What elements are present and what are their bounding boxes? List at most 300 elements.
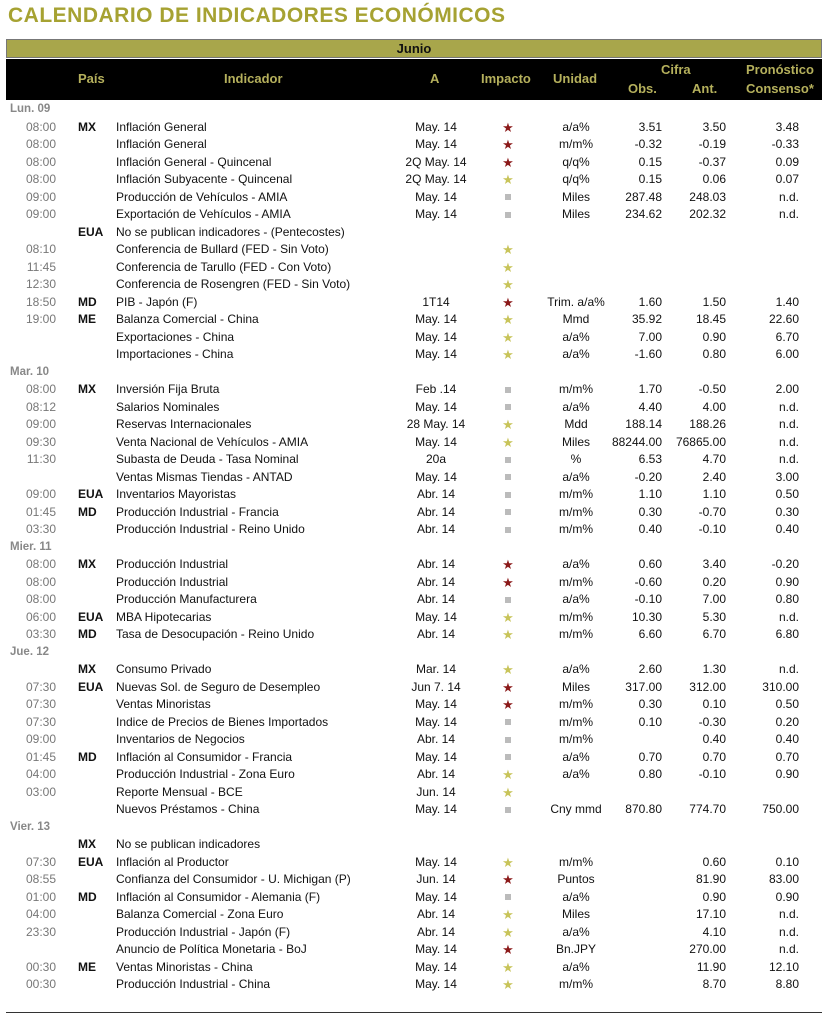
cell-unit: a/a% <box>562 592 590 606</box>
table-row <box>6 311 822 329</box>
day-label: Vier. 13 <box>10 820 51 833</box>
square-icon <box>505 194 511 200</box>
cell-period: 2Q May. 14 <box>405 172 467 186</box>
header-a: A <box>430 71 440 86</box>
cell-observed: 0.30 <box>638 697 662 711</box>
cell-period: Jun. 14 <box>416 872 456 886</box>
cell-country: MX <box>78 382 96 396</box>
cell-period: 20a <box>425 452 447 466</box>
cell-time: 08:00 <box>25 592 56 606</box>
cell-time: 09:00 <box>25 732 56 746</box>
cell-consensus: 0.80 <box>775 592 799 606</box>
cell-consensus: n.d. <box>778 662 799 676</box>
table-row <box>6 504 822 522</box>
cell-unit: a/a% <box>562 119 590 134</box>
cell-indicator: Subasta de Deuda - Tasa Nominal <box>116 452 299 466</box>
cell-country: MD <box>78 627 97 641</box>
cell-consensus: 83.00 <box>768 872 799 886</box>
cell-period: Abr. 14 <box>416 732 456 746</box>
cell-time: 08:00 <box>25 119 56 134</box>
cell-indicator: Indice de Precios de Bienes Importados <box>116 714 329 729</box>
table-row <box>6 626 822 644</box>
impact-star-icon: ★ <box>502 347 514 362</box>
square-icon <box>505 457 511 463</box>
table-row <box>6 714 822 732</box>
impact-square-icon <box>478 451 538 469</box>
cell-period: May. 14 <box>415 977 457 991</box>
header-impacto: Impacto <box>481 71 531 86</box>
day-label: Lun. 09 <box>10 103 51 115</box>
cell-indicator: Exportaciones - China <box>116 329 235 344</box>
cell-previous: 0.40 <box>702 732 726 746</box>
impact-star-icon: ★ <box>502 137 514 152</box>
cell-country: MX <box>78 837 96 851</box>
cell-consensus: n.d. <box>778 417 799 431</box>
day-label: Jue. 12 <box>10 645 49 658</box>
cell-period: Abr. 14 <box>416 574 456 589</box>
table-row <box>6 679 822 697</box>
cell-observed: 4.40 <box>638 399 662 414</box>
cell-indicator: Producción Manufacturera <box>116 592 257 606</box>
cell-time: 19:00 <box>25 312 56 326</box>
cell-country: EUA <box>78 854 104 869</box>
table-row <box>6 469 822 487</box>
cell-period: May. 14 <box>415 207 457 221</box>
impact-square-icon <box>478 591 538 609</box>
table-row <box>6 661 822 679</box>
cell-indicator: Confianza del Consumidor - U. Michigan (P) <box>116 872 351 886</box>
cell-country: MD <box>78 889 97 904</box>
square-icon <box>505 387 511 393</box>
cell-country: MX <box>78 119 96 134</box>
header-cifra: Cifra <box>661 62 691 77</box>
cell-consensus: 6.80 <box>775 627 799 641</box>
table-row <box>6 241 822 259</box>
cell-indicator: Anuncio de Política Monetaria - BoJ <box>116 942 307 956</box>
cell-observed: -1.60 <box>634 347 662 361</box>
cell-unit: q/q% <box>562 172 590 186</box>
square-icon <box>505 404 511 410</box>
cell-period: Abr. 14 <box>416 522 456 536</box>
table-header <box>6 59 822 100</box>
month-bar: Junio <box>6 39 822 58</box>
cell-unit: m/m% <box>559 487 593 501</box>
cell-previous: 202.32 <box>689 207 726 221</box>
cell-consensus: 12.10 <box>768 959 799 974</box>
impact-star-icon: ★ <box>502 434 514 450</box>
cell-consensus: 0.40 <box>775 522 799 536</box>
cell-period: Abr. 14 <box>416 487 456 501</box>
cell-unit: Mdd <box>564 417 588 431</box>
cell-period: May. 14 <box>415 609 457 624</box>
cell-unit: a/a% <box>562 399 590 414</box>
cell-observed: 3.51 <box>638 119 662 134</box>
impact-star-icon: ★ <box>502 574 514 590</box>
cell-unit: m/m% <box>559 382 593 396</box>
table-row <box>6 766 822 784</box>
impact-star-icon: ★ <box>502 154 514 170</box>
cell-indicator: Conferencia de Tarullo (FED - Con Voto) <box>116 259 332 274</box>
table-row <box>6 189 822 207</box>
cell-indicator: Inflación General <box>116 137 207 151</box>
cell-consensus: 3.00 <box>775 469 799 484</box>
cell-period: 1T14 <box>422 294 450 309</box>
header-pronostico: Pronóstico <box>746 62 814 77</box>
cell-observed: 0.15 <box>638 154 662 169</box>
table-row <box>6 941 822 959</box>
cell-consensus: 6.70 <box>775 329 799 344</box>
cell-time: 04:00 <box>25 767 56 781</box>
cell-time: 09:00 <box>25 189 56 204</box>
header-ant: Ant. <box>692 81 718 96</box>
cell-period: 28 May. 14 <box>406 417 466 431</box>
cell-consensus: 0.90 <box>775 889 799 904</box>
cell-time: 03:30 <box>25 522 56 536</box>
cell-indicator: Inflación al Productor <box>116 854 229 869</box>
cell-time: 00:30 <box>25 977 56 991</box>
cell-time: 08:10 <box>25 242 56 256</box>
cell-country: EUA <box>78 224 104 239</box>
cell-period: Mar. 14 <box>415 662 457 676</box>
cell-indicator: Inversión Fija Bruta <box>116 382 220 396</box>
cell-period: May. 14 <box>415 749 457 764</box>
cell-consensus: n.d. <box>778 924 799 939</box>
cell-indicator: Producción Industrial - Zona Euro <box>116 767 295 781</box>
cell-country: MX <box>78 557 96 571</box>
cell-indicator: Inventarios Mayoristas <box>116 487 237 501</box>
cell-time: 08:12 <box>25 399 56 414</box>
table-row <box>6 556 822 574</box>
cell-unit: Mmd <box>562 312 590 326</box>
cell-observed: 6.53 <box>638 452 662 466</box>
impact-star-icon: ★ <box>502 767 514 782</box>
square-icon <box>505 212 511 218</box>
cell-indicator: Producción Industrial - China <box>116 977 271 991</box>
cell-previous: 270.00 <box>689 942 726 956</box>
cell-period: Jun 7. 14 <box>411 679 461 694</box>
impact-star-icon: ★ <box>502 417 514 432</box>
cell-observed: 188.14 <box>625 417 662 431</box>
cell-previous: 4.00 <box>702 399 726 414</box>
impact-star-icon: ★ <box>502 627 514 642</box>
cell-period: May. 14 <box>415 137 457 151</box>
cell-previous: 17.10 <box>695 907 726 921</box>
cell-consensus: 6.00 <box>775 347 799 361</box>
cell-previous: 0.60 <box>702 854 726 869</box>
cell-period: May. 14 <box>415 347 457 361</box>
table-row <box>6 451 822 469</box>
cell-observed: 0.70 <box>638 749 662 764</box>
cell-previous: 0.10 <box>702 697 726 711</box>
cell-period: May. 14 <box>415 119 457 134</box>
table-row <box>6 206 822 224</box>
cell-indicator: Importaciones - China <box>116 347 234 361</box>
cell-period: 2Q May. 14 <box>405 154 467 169</box>
cell-consensus: 0.90 <box>775 574 799 589</box>
impact-square-icon <box>478 399 538 417</box>
calendar-table <box>6 101 822 994</box>
cell-time: 11:45 <box>26 259 56 274</box>
cell-consensus: 22.60 <box>768 312 799 326</box>
cell-previous: 1.10 <box>702 487 726 501</box>
cell-unit: m/m% <box>559 627 593 641</box>
cell-consensus: 8.80 <box>775 977 799 991</box>
cell-period: Abr. 14 <box>416 924 456 939</box>
table-row <box>6 294 822 312</box>
impact-square-icon <box>478 189 538 207</box>
cell-consensus: n.d. <box>778 907 799 921</box>
impact-star-icon: ★ <box>502 312 514 327</box>
bottom-divider <box>6 1012 822 1013</box>
square-icon <box>505 754 511 760</box>
cell-observed: 234.62 <box>625 207 662 221</box>
impact-star-icon: ★ <box>502 697 514 712</box>
cell-period: May. 14 <box>415 854 457 869</box>
cell-indicator: No se publican indicadores - (Pentecostes) <box>116 224 345 239</box>
cell-unit: % <box>570 452 582 466</box>
impact-star-icon: ★ <box>502 662 514 677</box>
cell-previous: 0.70 <box>702 749 726 764</box>
square-icon <box>505 492 511 498</box>
cell-time: 07:30 <box>25 714 56 729</box>
cell-country: ME <box>78 312 96 326</box>
cell-time: 18:50 <box>25 294 56 309</box>
cell-unit: m/m% <box>559 977 593 991</box>
impact-star-icon: ★ <box>502 172 514 187</box>
cell-previous: 1.50 <box>702 294 726 309</box>
cell-previous: 11.90 <box>696 959 726 974</box>
cell-consensus: 3.48 <box>775 119 799 134</box>
cell-period: May. 14 <box>415 959 457 974</box>
cell-period: May. 14 <box>415 942 457 956</box>
cell-unit: Miles <box>561 434 590 449</box>
cell-consensus: 0.40 <box>775 732 799 746</box>
cell-indicator: Conferencia de Bullard (FED - Sin Voto) <box>116 242 329 256</box>
cell-unit: Miles <box>561 907 590 921</box>
cell-time: 09:00 <box>25 487 56 501</box>
page-title: CALENDARIO DE INDICADORES ECONÓMICOS <box>8 4 506 27</box>
cell-previous: -0.70 <box>698 504 726 519</box>
cell-indicator: Inflación al Consumidor - Alemania (F) <box>116 889 321 904</box>
cell-period: May. 14 <box>415 469 457 484</box>
cell-unit: a/a% <box>562 557 590 571</box>
cell-consensus: 0.50 <box>775 697 799 711</box>
cell-consensus: 0.70 <box>775 749 799 764</box>
table-row <box>6 346 822 364</box>
cell-consensus: n.d. <box>778 609 799 624</box>
cell-indicator: Producción Industrial - Reino Unido <box>116 522 305 536</box>
day-label: Mar. 10 <box>10 365 49 378</box>
table-row <box>6 836 822 854</box>
square-icon <box>505 719 511 725</box>
impact-star-icon: ★ <box>502 854 514 870</box>
cell-indicator: Inflación al Consumidor - Francia <box>116 749 293 764</box>
cell-unit: m/m% <box>559 854 593 869</box>
table-row <box>6 381 822 399</box>
cell-consensus: 0.30 <box>775 504 799 519</box>
cell-previous: 0.20 <box>702 574 726 589</box>
square-icon <box>505 737 511 743</box>
header-pais: País <box>78 71 105 86</box>
cell-consensus: 0.90 <box>775 767 799 781</box>
impact-square-icon <box>478 469 538 487</box>
cell-period: May. 14 <box>415 889 457 904</box>
cell-period: May. 14 <box>415 329 457 344</box>
cell-unit: m/m% <box>559 504 593 519</box>
impact-square-icon <box>478 521 538 539</box>
cell-indicator: Nuevas Sol. de Seguro de Desempleo <box>116 679 321 694</box>
impact-star-icon: ★ <box>502 259 514 275</box>
cell-indicator: Venta Nacional de Vehículos - AMIA <box>116 434 309 449</box>
table-row <box>6 434 822 452</box>
impact-square-icon <box>478 801 538 819</box>
cell-country: EUA <box>78 609 104 624</box>
cell-unit: Miles <box>561 679 590 694</box>
cell-previous: 248.03 <box>689 189 726 204</box>
cell-previous: 4.70 <box>702 452 726 466</box>
table-row <box>6 871 822 889</box>
cell-indicator: PIB - Japón (F) <box>116 294 198 309</box>
cell-unit: m/m% <box>559 609 593 624</box>
cell-unit: m/m% <box>559 714 593 729</box>
cell-previous: 6.70 <box>702 627 726 641</box>
cell-unit: a/a% <box>562 347 590 361</box>
cell-previous: -0.10 <box>698 767 726 781</box>
cell-observed: 1.10 <box>638 487 662 501</box>
cell-indicator: Producción Industrial - Japón (F) <box>116 924 291 939</box>
cell-unit: m/m% <box>559 697 593 711</box>
cell-period: Abr. 14 <box>416 557 456 571</box>
table-row <box>6 609 822 627</box>
cell-previous: 7.00 <box>702 592 726 606</box>
cell-time: 01:45 <box>25 749 56 764</box>
cell-unit: Miles <box>561 207 590 221</box>
table-row <box>6 889 822 907</box>
cell-consensus: n.d. <box>778 452 799 466</box>
cell-unit: a/a% <box>562 329 590 344</box>
cell-observed: -0.10 <box>634 592 662 606</box>
cell-indicator: Reservas Internacionales <box>116 417 252 431</box>
square-icon <box>505 474 511 480</box>
cell-previous: 18.45 <box>695 312 726 326</box>
cell-observed: 0.40 <box>638 522 662 536</box>
cell-previous: 4.10 <box>702 924 726 939</box>
cell-time: 12:30 <box>25 277 56 291</box>
cell-period: May. 14 <box>415 802 457 816</box>
header-consenso: Consenso* <box>746 81 814 96</box>
cell-unit: a/a% <box>562 749 590 764</box>
cell-previous: 0.06 <box>702 172 726 186</box>
cell-country: MD <box>78 294 97 309</box>
table-row <box>6 784 822 802</box>
table-row <box>6 486 822 504</box>
cell-unit: m/m% <box>559 522 593 536</box>
impact-star-icon: ★ <box>502 872 514 887</box>
cell-unit: a/a% <box>562 924 590 939</box>
cell-period: Feb .14 <box>415 382 457 396</box>
cell-indicator: Balanza Comercial - China <box>116 312 259 326</box>
cell-unit: m/m% <box>559 732 593 746</box>
header-obs: Obs. <box>628 81 657 96</box>
cell-time: 23:30 <box>25 924 56 939</box>
cell-time: 08:00 <box>25 137 56 151</box>
cell-consensus: 0.09 <box>775 154 799 169</box>
cell-unit: Cny mmd <box>550 802 602 816</box>
table-row <box>6 154 822 172</box>
cell-period: May. 14 <box>415 714 457 729</box>
cell-indicator: MBA Hipotecarias <box>116 609 212 624</box>
cell-previous: 2.40 <box>702 469 726 484</box>
table-row <box>6 749 822 767</box>
table-row <box>6 906 822 924</box>
cell-indicator: Inventarios de Negocios <box>116 732 245 746</box>
cell-consensus: n.d. <box>778 207 799 221</box>
cell-indicator: Inflación General - Quincenal <box>116 154 272 169</box>
cell-observed: 0.80 <box>638 767 662 781</box>
cell-observed: -0.20 <box>634 469 662 484</box>
cell-country: EUA <box>78 679 104 694</box>
cell-indicator: No se publican indicadores <box>116 837 261 851</box>
cell-time: 03:00 <box>25 784 56 799</box>
cell-indicator: Conferencia de Rosengren (FED - Sin Voto) <box>116 277 351 291</box>
cell-observed: -0.60 <box>634 574 662 589</box>
cell-observed: 7.00 <box>638 329 662 344</box>
cell-indicator: Inflación Subyacente - Quincenal <box>116 172 293 186</box>
cell-consensus: 0.10 <box>775 854 799 869</box>
cell-consensus: 0.20 <box>775 714 799 729</box>
impact-star-icon: ★ <box>502 242 514 257</box>
table-row <box>6 976 822 994</box>
cell-observed: 1.60 <box>638 294 662 309</box>
cell-indicator: Ventas Mismas Tiendas - ANTAD <box>116 469 293 484</box>
cell-indicator: Inflación General <box>116 119 207 134</box>
table-row <box>6 224 822 242</box>
cell-country: MD <box>78 749 97 764</box>
table-row <box>6 574 822 592</box>
cell-country: MD <box>78 504 97 519</box>
cell-indicator: Producción de Vehículos - AMIA <box>116 189 288 204</box>
impact-star-icon: ★ <box>502 977 514 992</box>
table-row <box>6 259 822 277</box>
cell-observed: 6.60 <box>638 627 662 641</box>
impact-star-icon: ★ <box>502 329 514 345</box>
cell-time: 03:30 <box>25 627 56 641</box>
cell-indicator: Balanza Comercial - Zona Euro <box>116 907 284 921</box>
cell-time: 08:55 <box>25 872 56 886</box>
cell-time: 01:45 <box>25 504 56 519</box>
cell-observed: 2.60 <box>638 662 662 676</box>
impact-star-icon: ★ <box>502 959 514 975</box>
cell-previous: 0.90 <box>702 889 726 904</box>
cell-observed: 870.80 <box>625 802 662 816</box>
cell-observed: 1.70 <box>638 382 662 396</box>
cell-country: EUA <box>78 487 104 501</box>
table-row <box>6 171 822 189</box>
cell-previous: -0.19 <box>698 137 726 151</box>
table-row <box>6 399 822 417</box>
cell-country: ME <box>78 959 96 974</box>
cell-observed: -0.32 <box>634 137 662 151</box>
cell-previous: 3.40 <box>702 557 726 571</box>
cell-indicator: Exportación de Vehículos - AMIA <box>116 207 291 221</box>
cell-previous: 76865.00 <box>675 434 726 449</box>
cell-previous: -0.37 <box>698 154 726 169</box>
cell-time: 00:30 <box>25 959 56 974</box>
table-row <box>6 416 822 434</box>
table-row <box>6 801 822 819</box>
cell-unit: Trim. a/a% <box>547 294 605 309</box>
impact-square-icon <box>478 381 538 399</box>
